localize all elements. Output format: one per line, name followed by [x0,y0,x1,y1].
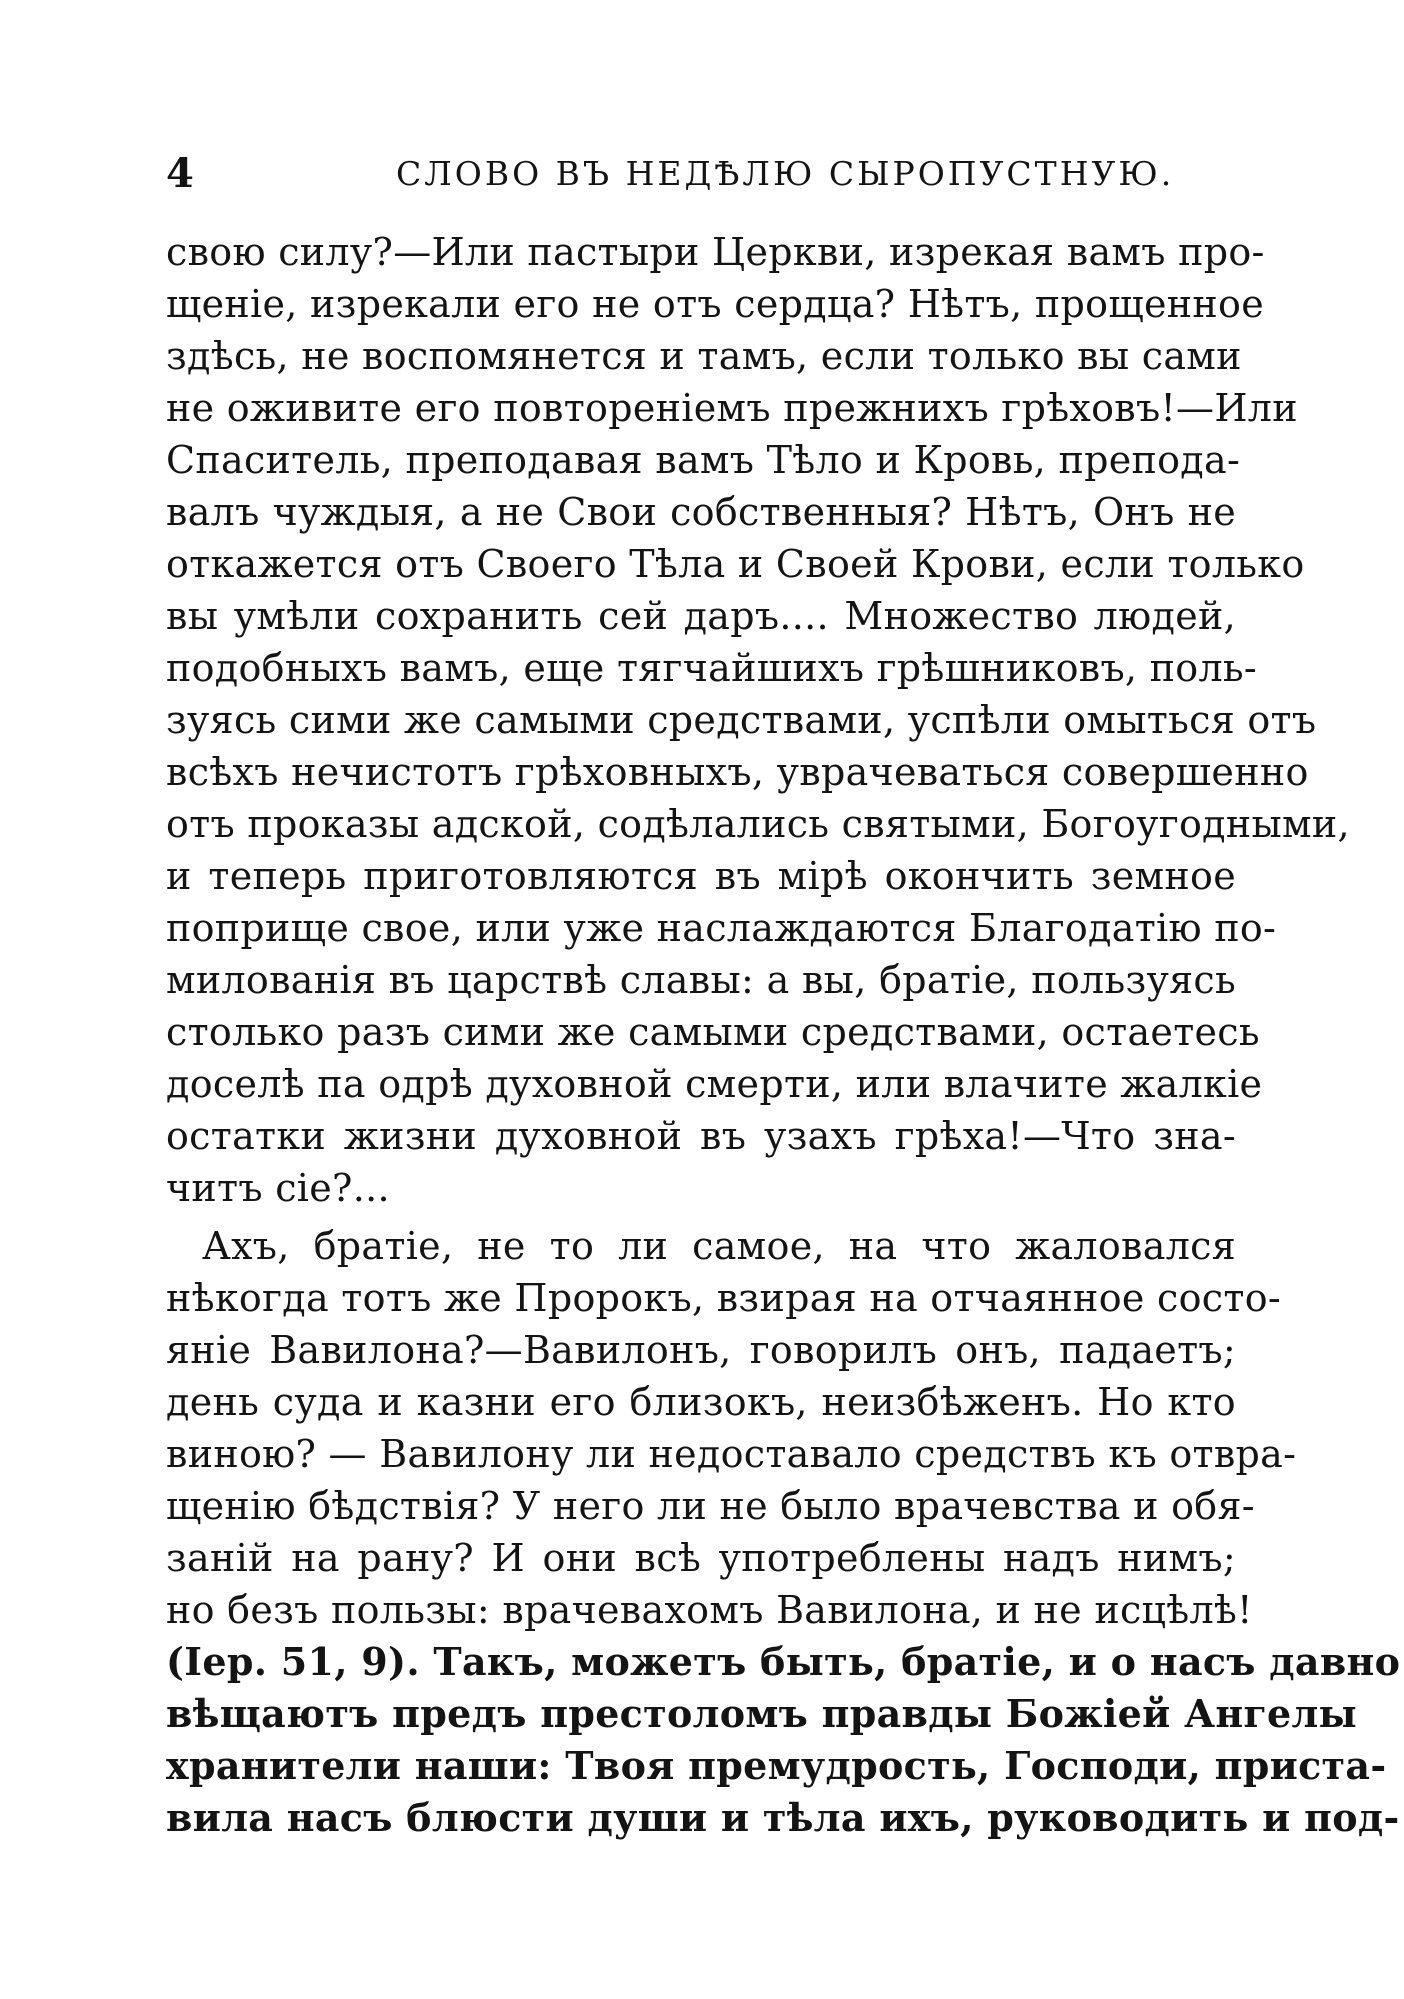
page-header [166,148,1236,200]
text-line: нѣкогда тотъ же Пророкъ, взирая на отчаянное состо- [166,1276,1282,1320]
running-title: СЛОВО ВЪ НЕДѢЛЮ СЫРОПУСТНУЮ. [396,154,1175,193]
text-line: (Іер. 51, 9). Такъ, можетъ быть, братіе, и о насъ давно [166,1639,1401,1684]
text-line: столько разъ сими же самыми средствами, остаетесь [166,1010,1260,1054]
text-line: яніе Вавилона?—Вавилонъ, говорилъ онъ, падаетъ; [166,1328,1236,1372]
text-line: подобныхъ вамъ, еще тягчайшихъ грѣшниковъ, поль- [166,646,1258,690]
text-line: доселѣ па одрѣ духовной смерти, или влачите жалкіе [166,1062,1263,1106]
text-line: всѣхъ нечистотъ грѣховныхъ, уврачеваться совершенно [166,750,1309,794]
text-line: милованія въ царствѣ славы: а вы, братіе, пользуясь [166,958,1236,1002]
text-line: день суда и казни его близокъ, неизбѣженъ. Но кто [166,1380,1236,1424]
text-line: зуясь сими же самыми средствами, успѣли омыться отъ [166,698,1317,742]
text-line: вѣщаютъ предъ престоломъ правды Божіей Ангелы [166,1691,1358,1736]
text-line: поприще свое, или уже наслаждаются Благодатію по- [166,906,1277,950]
paragraph-1 [166,226,1350,1214]
text-line: читъ сіе?... [166,1166,390,1210]
text-line: щенію бѣдствія? У него ли не было врачевства и обя- [166,1484,1255,1528]
text-line: валъ чуждыя, а не Свои собственныя? Нѣтъ, Онъ не [166,490,1236,534]
text-line: щеніе, изрекали его не отъ сердца? Нѣтъ, прощенное [166,282,1264,326]
text-line: виною? — Вавилону ли недоставало средствъ къ отвра- [166,1432,1297,1476]
page-number: 4 [166,150,194,197]
text-line: вила насъ блюсти души и тѣла ихъ, руководить и под- [166,1795,1400,1840]
text-line: откажется отъ Своего Тѣла и Своей Крови, если только [166,542,1305,586]
text-line: здѣсь, не воспомянется и тамъ, если только вы сами [166,334,1242,378]
paragraph-2 [166,1220,1401,1844]
body-text [166,226,1401,1844]
text-line: отъ проказы адской, содѣлались святыми, Богоугодными, [166,802,1350,846]
text-line: вы умѣли сохранить сей даръ.... Множество людей, [166,594,1236,638]
text-line: Ахъ, братіе, не то ли самое, на что жаловался [202,1224,1236,1268]
text-line: не оживите его повтореніемъ прежнихъ грѣховъ!—Или [166,386,1298,430]
text-line: остатки жизни духовной въ узахъ грѣха!—Что зна- [166,1114,1236,1158]
text-line: хранители наши: Твоя премудрость, Господи, приста- [166,1743,1387,1788]
text-line: заній на рану? И они всѣ употреблены надъ нимъ; [166,1536,1236,1580]
text-line: и теперь приготовляются въ мірѣ окончить земное [166,854,1236,898]
text-line: но безъ пользы: врачевахомъ Вавилона, и не исцѣлѣ! [166,1588,1253,1632]
text-line: свою силу?—Или пастыри Церкви, изрекая вамъ про- [166,230,1265,274]
text-line: Спаситель, преподавая вамъ Тѣло и Кровь, препода- [166,438,1241,482]
